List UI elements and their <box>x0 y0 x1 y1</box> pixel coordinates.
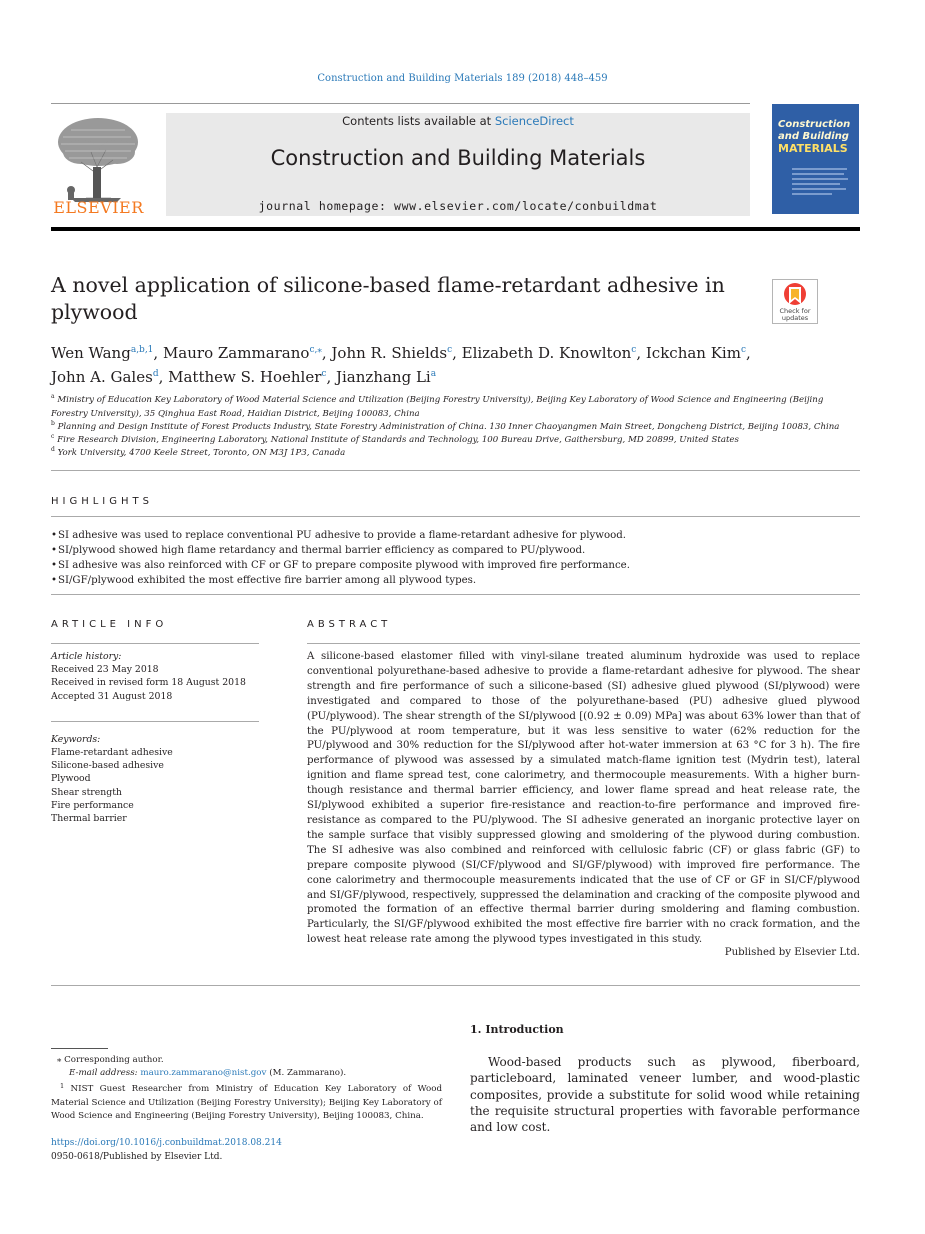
history-received: Received 23 May 2018 <box>51 664 159 676</box>
journal-homepage[interactable]: journal homepage: www.elsevier.com/locate/conbuildmat <box>258 199 658 213</box>
journal-masthead <box>166 113 750 216</box>
highlight-item <box>51 558 630 573</box>
author-affiliation-marks[interactable]: c <box>447 345 453 355</box>
abstract-heading: ABSTRACT <box>307 619 392 630</box>
footnote-1 <box>51 1080 442 1123</box>
article-info-rule <box>51 643 259 644</box>
affiliation-text: Fire Research Division, Engineering Laboratory, National Institute of Standards and Technology, 100 Bureau Drive, Gaithersburg, MD 20899, United States <box>57 435 739 445</box>
author-separator: , <box>321 344 332 362</box>
keywords-rule <box>51 703 259 722</box>
affiliation-d <box>51 443 861 461</box>
crossmark-label-line-1: Check for <box>779 307 811 315</box>
affiliation-mark: d <box>51 446 55 453</box>
author-name[interactable]: Ickchan Kim <box>645 344 741 362</box>
author-name[interactable]: John R. Shields <box>331 344 448 362</box>
email-footnote <box>51 1067 442 1080</box>
journal-cover-thumbnail[interactable] <box>772 104 859 214</box>
footnote-1-mark: 1 <box>60 1082 65 1091</box>
journal-name: Construction and Building Materials <box>270 146 646 170</box>
keywords-label: Keywords: <box>51 733 101 745</box>
affiliation-mark: b <box>51 420 55 427</box>
affiliation-text: Planning and Design Institute of Forest Products Industry, State Forestry Administration of China. 130 Inner Chaoyangmen Main Street, Dongcheng District, Beijing 10083, China <box>57 422 840 432</box>
bullet-icon: • <box>51 575 58 586</box>
abstract-rule <box>307 643 860 644</box>
author-separator: , <box>746 344 751 362</box>
highlight-text: SI/GF/plywood exhibited the most effective fire barrier among all plywood types. <box>58 575 477 586</box>
author-separator: , <box>326 368 336 386</box>
article-info-heading: ARTICLE INFO <box>51 619 168 630</box>
highlights-bottom-rule <box>51 594 860 595</box>
history-revised: Received in revised form 18 August 2018 <box>51 677 246 689</box>
crossmark-icon <box>773 280 817 308</box>
bullet-icon: • <box>51 560 58 571</box>
author-name[interactable]: Jianzhang Li <box>336 368 431 386</box>
keyword: Thermal barrier <box>51 813 127 825</box>
corresponding-footnote <box>51 1054 442 1067</box>
author-affiliation-marks[interactable]: c <box>321 369 327 379</box>
doi-block <box>51 1137 282 1164</box>
cover-title-line-2: and Building <box>778 131 849 142</box>
keyword: Plywood <box>51 773 91 785</box>
highlight-item <box>51 543 585 558</box>
highlight-text: SI/plywood showed high flame retardancy and thermal barrier efficiency as compared to PU/plywood. <box>58 545 586 556</box>
highlight-text: SI adhesive was used to replace conventional PU adhesive to provide a flame-retardant adhesive for plywood. <box>58 530 627 541</box>
author-name[interactable]: Elizabeth D. Knowlton <box>461 344 632 362</box>
cover-title-line-1: Construction <box>778 119 851 130</box>
author-separator: , <box>153 344 163 362</box>
doi-link[interactable]: https://doi.org/10.1016/j.conbuildmat.2018.08.214 <box>51 1138 282 1148</box>
author-list <box>51 340 851 388</box>
introduction-body: Wood-based products such as plywood, fiberboard, particleboard, laminated veneer lumber, and wood-plastic composites, provide a substitute for solid wood while retaining the requisite structural properties with favorable performance and low cost. <box>470 1055 860 1135</box>
keyword: Fire performance <box>51 799 134 811</box>
footnotes <box>51 1054 442 1123</box>
corresponding-text: Corresponding author. <box>64 1055 164 1065</box>
keyword: Flame-retardant adhesive <box>51 747 173 759</box>
crossmark-label-line-2: updates <box>781 314 809 322</box>
abstract-body: A silicone-based elastomer filled with vinyl-silane treated aluminum hydroxide was used to replace conventional polyurethane-based adhesive to provide a flame-retardant adhesive for plywood. The shear strength and fire performance of such a silicone-based (SI) adhesive glued plywood (SI/plywood) were investigated and compared to those of the polyurethane-based (PU) adhesive glued plywood (PU/plywood). The shear strength of the SI/plywood [(0.92 ± 0.09) MPa] was about 63% lower than that of the PU/plywood at room temperature, but it was less sensitive to water (62% reduction for the PU/plywood and 30% reduction for the SI/plywood after hot-water immersion at 63 °C for 3 h). The fire performance of plywood was assessed by a simulated match-flame ignition test (Mydrin test), lateral ignition and flame spread test, cone calorimetry, and thermocouple measurements. With a higher burn-though resistance and thermal barrier efficiency, and lower flame spread and heat release rate, the SI/plywood exhibited a superior fire-resistance and reaction-to-fire performance and improved fire-resistance as compared to the PU/plywood. The SI adhesive generated an inorganic protective layer on the sample surface that visibly suppressed glowing and smoldering of the plywood during combustion. The SI adhesive was also combined and reinforced with cellulosic fabric (CF) or glass fabric (GF) to prepare composite plywood (SI/CF/plywood and SI/GF/plywood) with improved fire performance. The cone calorimetry and thermocouple measurements indicated that the use of CF or GF in SI/CF/plywood and SI/GF/plywood, respectively, suppressed the delamination and cracking of the composite plywood and promoted the formation of an effective thermal barrier during smoldering and flaming combustion. Particularly, the SI/GF/plywood exhibited the most effective fire barrier with no crack formation, and the lowest heat release rate among the plywood types investigated in this study. <box>307 651 860 946</box>
introduction-heading: 1. Introduction <box>470 1023 564 1036</box>
author-separator: , <box>158 368 169 386</box>
author-affiliation-marks[interactable]: a <box>430 369 437 379</box>
contents-prefix: Contents lists available at <box>342 114 495 128</box>
contents-line <box>166 114 750 128</box>
cover-fine-print <box>792 166 852 196</box>
issn-line: 0950-0618/Published by Elsevier Ltd. <box>51 1151 223 1162</box>
highlight-item <box>51 528 626 543</box>
author-name[interactable]: John A. Gales <box>51 368 153 386</box>
author-separator: , <box>452 344 462 362</box>
header-thick-rule <box>51 227 860 231</box>
author-name[interactable]: Matthew S. Hoehler <box>168 368 322 386</box>
author-affiliation-marks[interactable]: c <box>740 345 746 355</box>
highlights-rule <box>51 516 860 517</box>
footnote-1-text: NIST Guest Researcher from Ministry of Education Key Laboratory of Wood Material Science and Utilization (Beijing Forestry University); Beijing Key Laboratory of Wood Science and Engineering (Beijing Forestry University), Beijing 100083, China. <box>51 1084 443 1121</box>
author-affiliation-marks[interactable]: d <box>152 369 159 379</box>
affiliation-text: York University, 4700 Keele Street, Toronto, ON M3J 1P3, Canada <box>57 448 346 458</box>
published-by: Published by Elsevier Ltd. <box>724 947 860 958</box>
abstract-bottom-rule <box>51 985 860 986</box>
email-owner: (M. Zammarano). <box>269 1068 347 1079</box>
email-link[interactable]: mauro.zammarano@nist.gov <box>140 1068 267 1079</box>
keyword: Silicone-based adhesive <box>51 760 164 772</box>
bullet-icon: • <box>51 545 58 556</box>
highlights-heading: HIGHLIGHTS <box>51 496 153 507</box>
highlight-item <box>51 573 476 588</box>
cover-title-line-3: MATERIALS <box>778 142 848 155</box>
bullet-icon: • <box>51 530 58 541</box>
article-title: A novel application of silicone-based flame-retardant adhesive in plywood <box>51 273 725 324</box>
email-label: E-mail address: <box>69 1068 138 1079</box>
keyword: Shear strength <box>51 786 122 798</box>
sciencedirect-link[interactable]: ScienceDirect <box>494 114 574 128</box>
highlight-text: SI adhesive was also reinforced with CF or GF to prepare composite plywood with improved fire performance. <box>58 560 630 571</box>
corresponding-mark: ⁎ <box>57 1055 62 1065</box>
affiliation-mark: a <box>51 393 55 400</box>
author-affiliation-marks[interactable]: c,⁎ <box>309 345 322 355</box>
check-for-updates-badge[interactable] <box>772 279 818 324</box>
history-accepted: Accepted 31 August 2018 <box>51 690 173 702</box>
author-name[interactable]: Wen Wang <box>51 344 131 362</box>
author-affiliation-marks[interactable]: a,b,1 <box>130 345 154 355</box>
section-divider <box>51 470 860 471</box>
affiliation-text: Ministry of Education Key Laboratory of Wood Material Science and Utilization (Beijing Forestry University), Beijing Key Laboratory of Wood Science and Engineering (Beijing Forestry University), 35 Qinghua East Road, Haidian District, Beijing 100083, China <box>51 395 824 419</box>
footnote-rule <box>51 1048 108 1049</box>
author-separator: , <box>636 344 646 362</box>
author-affiliation-marks[interactable]: c <box>631 345 637 355</box>
journal-reference-link[interactable]: Construction and Building Materials 189 (2018) 448–459 <box>317 73 608 84</box>
history-label: Article history: <box>51 651 122 662</box>
elsevier-wordmark: ELSEVIER <box>53 198 144 217</box>
author-name[interactable]: Mauro Zammarano <box>162 344 310 362</box>
header-divider <box>51 103 750 104</box>
affiliation-mark: c <box>51 433 55 440</box>
cover-title <box>778 119 858 155</box>
crossmark-label <box>773 308 817 322</box>
article-info-column <box>51 650 259 825</box>
